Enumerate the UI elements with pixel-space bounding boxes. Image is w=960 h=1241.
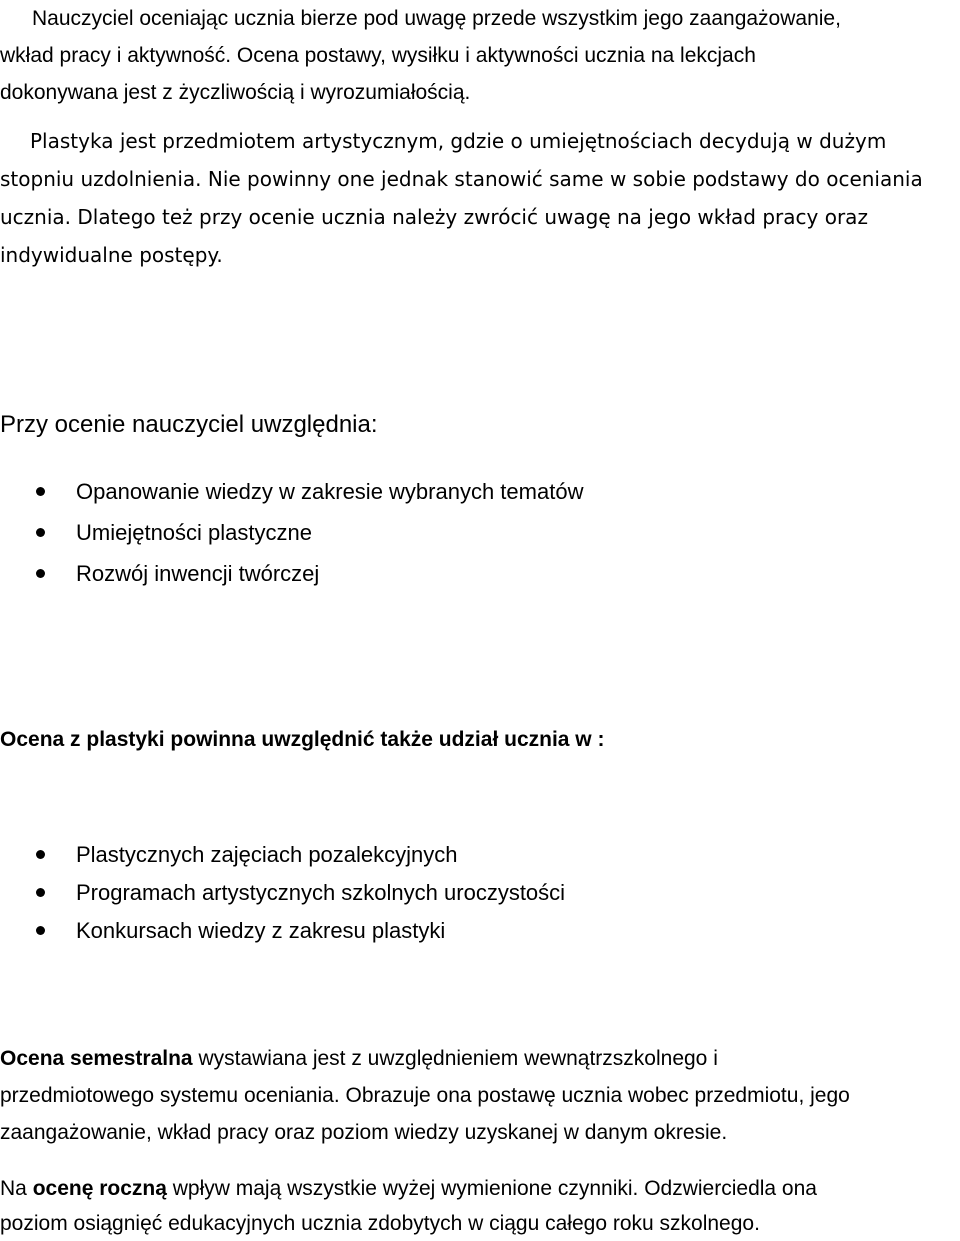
- list-item: [0, 553, 583, 594]
- list-item: [0, 912, 565, 950]
- paragraph-line: przedmiotowego systemu oceniania. Obrazuje ona postawę ucznia wobec przedmiotu, jego: [0, 1084, 850, 1107]
- participation-heading: Ocena z plastyki powinna uwzględnić także udział ucznia w :: [0, 728, 605, 751]
- list-item-text: Umiejętności plastyczne: [76, 520, 312, 545]
- list-item: [0, 836, 565, 874]
- bullet-icon: [36, 569, 45, 578]
- assessment-criteria-list: [0, 471, 583, 594]
- paragraph-line: wkład pracy i aktywność. Ocena postawy, wysiłku i aktywności ucznia na lekcjach: [0, 44, 756, 67]
- list-item: [0, 512, 583, 553]
- art-subject-paragraph: [0, 122, 958, 274]
- paragraph-line: poziom osiągnięć edukacyjnych ucznia zdobytych w ciągu całego roku szkolnego.: [0, 1212, 760, 1235]
- paragraph-line: Nauczyciel oceniając ucznia bierze pod uwagę przede wszystkim jego zaangażowanie,: [32, 7, 841, 30]
- assessment-criteria-heading: Przy ocenie nauczyciel uwzględnia:: [0, 411, 378, 438]
- list-item-text: Konkursach wiedzy z zakresu plastyki: [76, 918, 446, 943]
- bullet-icon: [36, 926, 45, 935]
- paragraph-line: dokonywana jest z życzliwością i wyrozumiałością.: [0, 81, 471, 104]
- list-item: [0, 471, 583, 512]
- paragraph-line: [0, 1171, 958, 1206]
- paragraph-line: zaangażowanie, wkład pracy oraz poziom wiedzy uzyskanej w danym okresie.: [0, 1121, 728, 1144]
- bullet-icon: [36, 888, 45, 897]
- semester-grade-paragraph: [0, 1040, 958, 1151]
- paragraph-text: wpływ mają wszystkie wyżej wymienione czynniki. Odzwierciedla ona: [166, 1177, 817, 1200]
- paragraph-line: stopniu uzdolnienia. Nie powinny one jednak stanowić same w sobie podstawy do oceniania: [0, 167, 923, 191]
- participation-list: [0, 836, 565, 950]
- bullet-icon: [36, 528, 45, 537]
- annual-grade-term: ocenę roczną: [32, 1177, 167, 1200]
- paragraph-line: indywidualne postępy.: [0, 243, 223, 267]
- bullet-icon: [36, 487, 45, 496]
- paragraph-line: Plastyka jest przedmiotem artystycznym, gdzie o umiejętnościach decydują w dużym: [30, 129, 887, 153]
- bullet-icon: [36, 850, 45, 859]
- paragraph-line: ucznia. Dlatego też przy ocenie ucznia należy zwrócić uwagę na jego wkład pracy oraz: [0, 205, 868, 229]
- paragraph-text: Na: [0, 1177, 33, 1200]
- list-item: [0, 874, 565, 912]
- list-item-text: Programach artystycznych szkolnych uroczystości: [76, 880, 566, 905]
- list-item-text: Plastycznych zajęciach pozalekcyjnych: [76, 842, 458, 867]
- semester-grade-term: Ocena semestralna: [0, 1047, 193, 1070]
- intro-paragraph: [0, 0, 958, 111]
- list-item-text: Rozwój inwencji twórczej: [76, 561, 320, 586]
- annual-grade-paragraph: [0, 1171, 958, 1241]
- paragraph-text: wystawiana jest z uwzględnieniem wewnątrzszkolnego i: [192, 1047, 718, 1070]
- list-item-text: Opanowanie wiedzy w zakresie wybranych tematów: [76, 479, 584, 504]
- paragraph-line: [0, 1040, 958, 1077]
